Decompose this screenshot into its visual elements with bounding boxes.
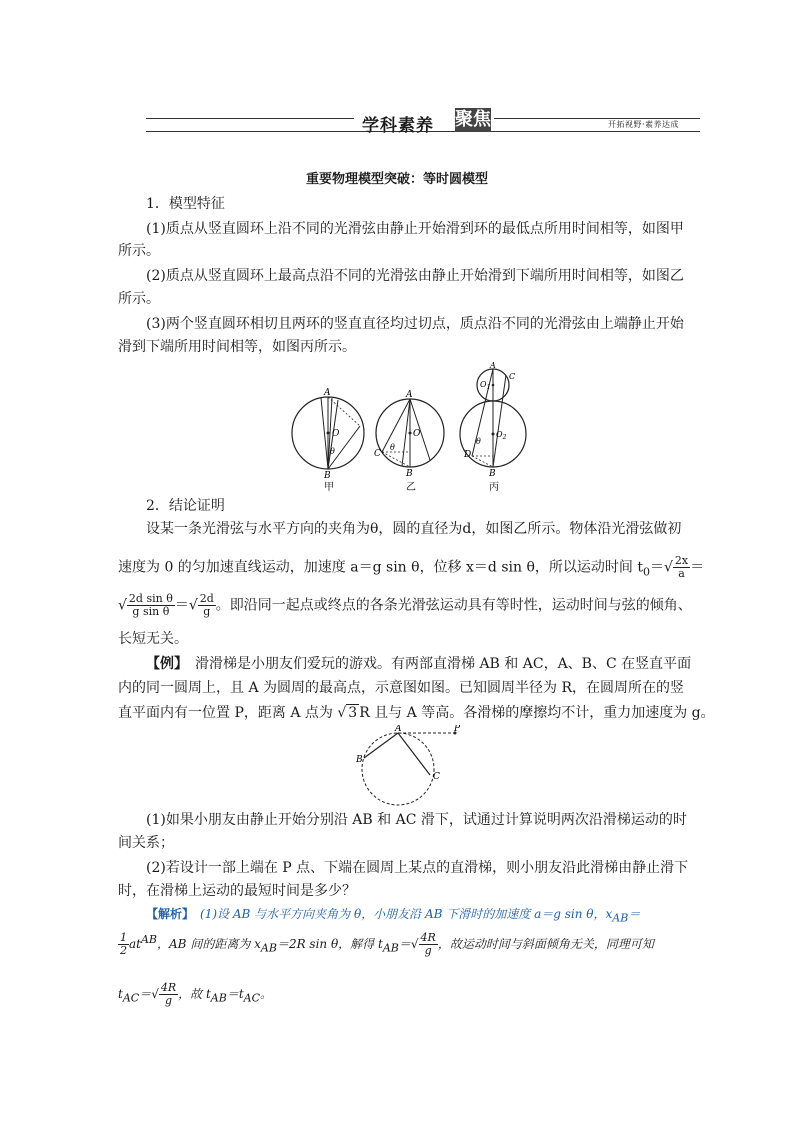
jia-label-O: O — [332, 429, 340, 439]
fraction-2x-over-a: $\frac{2x}{a}$ — [674, 554, 689, 580]
figure-yi — [374, 390, 444, 493]
yi-label-theta: θ — [390, 443, 395, 452]
para1-line2: 所示。 — [118, 243, 160, 259]
example-line2: 内的同一圆周上，且 A 为圆周的最高点，示意图如图。已知圆周半径为 R，在圆周所在的竖 — [118, 680, 684, 696]
yi-label-C: C — [374, 449, 381, 459]
jia-label-theta: θ — [330, 447, 335, 456]
yi-caption: 乙 — [406, 482, 416, 493]
solution-line2-d: ，故运动时间与斜面倾角无关，同理可知 — [437, 937, 654, 951]
tab-subscript: AB — [382, 941, 399, 955]
tab-superscript: AB — [140, 933, 158, 946]
example-line3-a: 直平面内有一位置 P，距离 A 点为 — [118, 705, 338, 721]
t0-subscript: 0 — [642, 565, 650, 579]
para2-line2: 所示。 — [118, 291, 160, 307]
solution-line3-b: ，故 t — [178, 987, 211, 1001]
example-line1 — [146, 656, 691, 672]
para2-line1: (2)质点从竖直圆环上最高点沿不同的光滑弦由静止开始滑到下端所用时间相等，如图乙 — [146, 268, 684, 284]
solution-tag: 【解析】 — [146, 907, 189, 921]
example-label-C: C — [433, 772, 440, 782]
fraction-2d-over-g: $\frac{2d}{g}$ — [199, 592, 214, 618]
bing-label-B: B — [489, 469, 496, 479]
bing-label-C: C — [509, 372, 516, 381]
question1-line2: 间关系； — [118, 835, 174, 851]
solution-line3: $t_{AC}=√$ $\frac{4R}{g}$ ，故 $t_{AB}=t_{AC}$。 — [118, 981, 273, 1007]
proof-line4: 长短无关。 — [118, 631, 188, 647]
tab-subscript-2: AB — [210, 991, 227, 1005]
tac-subscript-2: AC — [243, 991, 261, 1005]
bing-label-A: A — [490, 361, 496, 370]
para3-line1: (3)两个竖直圆环相切且两环的竖直直径均过切点，质点沿不同的光滑弦由上端静止开始 — [146, 316, 684, 332]
example-label-A: A — [395, 725, 402, 734]
proof-line3-text: 。即沿同一起点或终点的各条光滑弦运动具有等时性，运动时间与弦的倾角、 — [215, 597, 692, 614]
xab-subscript-2: AB — [260, 941, 277, 955]
example-line3: 直平面内有一位置 P，距离 A 点为 √ 3 R 且与 A 等高。各滑梯的摩擦均不计，重力加速度为 g。 — [118, 705, 715, 721]
example-label-P: P — [454, 725, 461, 734]
solution-tac: t — [118, 987, 123, 1001]
solution-line1-text: (1)设 AB 与水平方向夹角为 θ，小朋友沿 AB 下滑时的加速度 a＝g sin θ，x — [200, 907, 613, 921]
solution-line1-eq: ＝ — [628, 907, 641, 921]
xab-subscript: AB — [612, 911, 629, 925]
solution-line2-eq: ＝ — [398, 937, 411, 951]
yi-label-B: B — [406, 469, 413, 479]
figure-bing — [460, 361, 526, 493]
question1-line1: (1)如果小朋友由静止开始分别沿 AB 和 AC 滑下，试通过计算说明两次沿滑梯运动的时 — [146, 812, 687, 828]
solution-line1 — [146, 906, 640, 926]
question2-line1: (2)若设计一部上端在 P 点、下端在圆周上某点的直滑梯，则小朋友沿此滑梯由静止滑下 — [146, 860, 689, 876]
tac-subscript: AC — [122, 991, 140, 1005]
example-line3-b: R 且与 A 等高。各滑梯的摩擦均不计，重力加速度为 g。 — [359, 705, 715, 721]
bing-label-O2: $O_2$ — [496, 430, 507, 441]
para3-line2: 滑到下端所用时间相等，如图丙所示。 — [118, 339, 356, 355]
slide-figure — [350, 725, 470, 807]
proof-line2: 速度为 0 的匀加速直线运动，加速度 a＝g sin θ，位移 x＝d sin θ，所以运动时间 $t_0=√$ $\frac{2x}{a}$ ＝ — [118, 554, 705, 580]
proof-line1: 设某一条光滑弦与水平方向的夹角为θ，圆的直径为d，如图乙所示。物体沿光滑弦做初 — [146, 521, 682, 537]
solution-line3-eq: ＝ — [139, 987, 152, 1001]
example-label-B: B — [356, 755, 363, 765]
yi-label-A: A — [406, 390, 413, 400]
bing-label-D: D — [464, 450, 472, 460]
proof-line2-text: 速度为 0 的匀加速直线运动，加速度 a＝g sin θ，位移 x＝d sin θ，所以运动时间 t — [118, 559, 643, 576]
figure-jia — [292, 388, 364, 493]
solution-line2: $\frac{1}{2}$ $at^{AB}$，AB 间的距离为 $x_{AB}=2R$ sin θ，解得 $t_{AB}=√$ $\frac{4R}{g}$ ，故运动时间与斜面倾角无关，同理可知 — [120, 931, 654, 957]
proof-line2-eq: ＝ — [649, 559, 664, 576]
fraction-2dsin-over-gsin: $\frac{\text{2d sin θ}}{\text{g sin θ}}$ — [128, 592, 173, 618]
example-line1-text: 滑滑梯是小朋友们爱玩的游戏。有两部直滑梯 AB 和 AC，A、B、C 在竖直平面 — [195, 656, 692, 672]
bing-label-theta: θ — [476, 437, 481, 446]
header-rule-top — [146, 118, 354, 119]
fraction-4r-over-g-2: $\frac{4R}{g}$ — [160, 981, 177, 1007]
bing-label-O1: $O_1$ — [480, 380, 491, 391]
section1-heading: 1．模型特征 — [146, 196, 225, 212]
example-tag: 【例】 — [146, 656, 181, 672]
solution-line2-b: ，AB 间的距离为 x — [157, 937, 261, 951]
solution-line3-c: ＝t — [226, 987, 244, 1001]
header-subtitle: 开拓视野·素养达成 — [608, 120, 680, 129]
jia-label-A: A — [324, 388, 331, 398]
proof-line2-eq2: ＝ — [690, 559, 705, 576]
page-title: 重要物理模型突破：等时圆模型 — [305, 172, 488, 187]
solution-line3-end: 。 — [260, 987, 273, 1001]
fraction-4r-over-g: $\frac{4R}{g}$ — [420, 931, 436, 957]
solution-at: at — [129, 937, 141, 951]
fraction-one-half: $\frac{1}{2}$ — [120, 931, 127, 957]
solution-line2-c: ＝2R sin θ，解得 t — [276, 937, 383, 951]
question2-line2: 时，在滑梯上运动的最短时间是多少？ — [118, 883, 356, 899]
bing-caption: 丙 — [489, 482, 499, 493]
sqrt-3: 3 — [348, 705, 358, 721]
jia-caption: 甲 — [324, 482, 334, 493]
yi-label-O: O — [413, 429, 421, 439]
section-title: 学科素养 — [362, 116, 434, 136]
focus-badge: 聚焦 — [455, 109, 491, 130]
section2-heading: 2．结论证明 — [146, 498, 225, 514]
proof-line3: √ $\frac{\text{2d sin θ}}{\text{g sin θ}}$ ＝√ $\frac{2d}{g}$ 。即沿同一起点或终点的各条光滑弦运动具有等时性，运动时间与弦的倾角、 — [118, 592, 692, 618]
jia-label-B: B — [324, 471, 331, 481]
para1-line1: (1)质点从竖直圆环上沿不同的光滑弦由静止开始滑到环的最低点所用时间相等，如图甲 — [146, 221, 684, 237]
model-figures — [290, 360, 530, 495]
